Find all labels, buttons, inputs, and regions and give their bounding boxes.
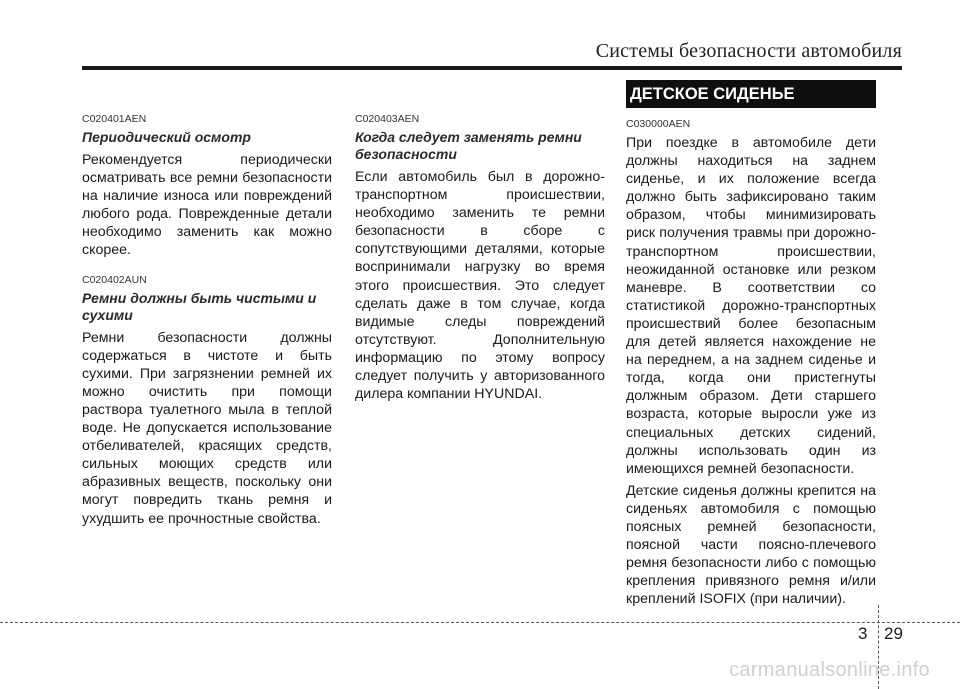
section-code: C020402AUN: [82, 273, 147, 286]
section-text: Рекомендуется периодически осматривать все ремни безопасности на наличие износа или повреждений любого рода. Поврежденные детали необходимо заменить как можно скорее.: [82, 152, 332, 259]
watermark: carmanualsonline.info: [729, 659, 930, 681]
chapter-number: 3: [858, 624, 868, 643]
page-header-title: Системы безопасности автомобиля: [595, 40, 902, 62]
section-code: C020403AEN: [355, 113, 420, 125]
column-left: [82, 113, 332, 542]
section-keep-belts-clean: [82, 274, 332, 528]
section-title: Ремни должны быть чистыми и сухими: [82, 289, 317, 323]
child-seat-paragraph-1: При поездке в автомобиле дети должны находиться на заднем сиденье, и их положение всегда должно быть зафиксировано таким образом, чтобы минимизировать риск получения травмы при дорожно-транспортном происшествии, неожиданной остановке или резком маневре. В соответствии со статистикой дорожно-транспортных происшествий более безопасным для детей является нахождение не на переднем, а на заднем сиденье и тогда, когда они пристегнуты должным образом. Дети старшего возраста, которые выросли уже из специальных детских сидений, должны использовать один из имеющихся ремней безопасности.: [626, 135, 876, 477]
section-text: Если автомобиль был в дорожно-транспортном происшествии, необходимо заменить те ремни безопасности в сборе с сопутствующими деталями, которые воспринимали нагрузку во время этого происшествия. Это следует сделать даже в том случае, когда видимые следы повреждений отсутствуют. Дополнительную информацию по этому вопросу следует получить у авторизованного дилера компании HYUNDAI.: [355, 169, 605, 403]
child-seat-paragraph-2: Детские сиденья должны крепится на сиденьях автомобиля с помощью поясных ремней безопасности, поясной части поясно-плечевого ремня безопасности либо с помощью крепления привязного ремня и/или креплений ISOFIX (при наличии).: [626, 482, 876, 608]
page-number: 29: [884, 624, 903, 643]
footer-rule: [0, 622, 960, 623]
section-title: Когда следует заменять ремни безопасности: [355, 129, 582, 162]
header-rule: [82, 66, 902, 70]
column-middle: [355, 113, 605, 417]
section-title: Периодический осмотр: [82, 129, 251, 145]
section-code: C020401AEN: [82, 113, 147, 125]
section-when-to-replace: [355, 113, 605, 403]
section-periodic-inspection: [82, 113, 332, 260]
section-code: C030000AEN: [626, 118, 691, 130]
column-right: [626, 80, 876, 608]
section-text: Ремни безопасности должны содержаться в чистоте и быть сухими. При загрязнении ремней их можно очистить при помощи раствора туалетного мыла в теплой воде. Не допускается использование отбеливателей, красящих средств, сильных моющих средств или абразивных веществ, поскольку они могут повредить ткань ремня и ухудшить ее прочностные свойства.: [82, 329, 332, 527]
child-seat-heading: ДЕТСКОЕ СИДЕНЬЕ: [626, 80, 876, 108]
